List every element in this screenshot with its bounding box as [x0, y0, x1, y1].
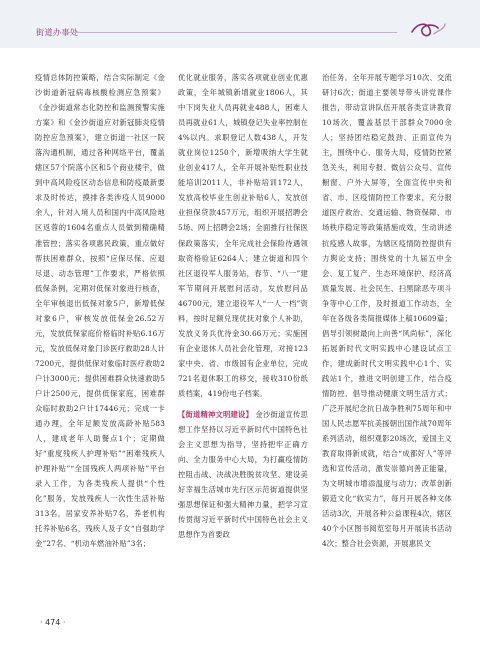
- body-paragraph: 优化就业服务，落实各项就业创业优惠政策，全年城镇新增就业1806人，其中下岗失业人员再就业488人，困难人员再就业61人，城镇登记失业率控制在4%以内。求职登记人数438人，开发就业岗位1250个，新增吸纳大学生就业创业417人，全年开展补贴性职业技能培训2011人，非补贴培训172人，发放高校毕业生创业补贴6人，发放创业担保贷款457万元，组织开展招聘会5场、网上招聘会2场；全面推行社保医保政策落实，全年完成社会保险待遇领取资格验证6264人；建立街道和四个社区退役军人服务站，春节、“八一”建军节期间开展慰问活动，发放慰问品46700元，建立退役军人“一人一档”资料，按时足额兑现优抚对象个人补助，发放义务兵优待金30.66万元；实施困有企业退休人员社会化管理，对接123家中央、省、市级国有企业单位，完成721名退休职工的移交，接收310份纸质档案，419份电子档案。: [178, 73, 308, 398]
- body-paragraph: 疫情总体防控策略，结合实际制定《金沙街道新冠病毒核酸检测应急预案》《金沙街道常态化防控和监测预警实施方案》和《金沙街道应对新冠肺炎疫情防控应急预案》，建立街道一社区一院落沟通机制，通过各种网络平台，覆盖辖区57个院落小区和5个商业楼宇，做到中高风险疫区动态信息和防疫最新要求及时传达，摸排各类涉疫人员9000余人，针对入境人员和国内中高风险地区返蓉的1604名重点人员做到精确精准管控；落实各项惠民政策，重点做好帮扶困难群众，按照“应保尽保、应退尽退、动态管理”工作要求，严格依照低保条例，定期对低保对象进行核查，全年审核退出低保对象5户，新增低保对象6户，审核发放低保金26.52万元，发放低保家庭价格临时补贴6.16万元，发放低保对象门诊医疗救助28人计7200元，提供低保对象临时医疗救助2户计3000元；提供困难群众快速救助5户计2500元，提供低保家庭、困难群众临时救助2户计17446元；完成一卡通办理，全年足额发放高龄补贴583人，建成老年人助餐点1个；定期做好“重度残疾人护理补贴”“困难残疾人护理补贴”“全国残疾人两项补贴”平台录入工作，为各类残疾人提供“个性化”服务，发放残疾人一次性生活补贴313名，居家安养补贴7名，养老机构托养补贴6名，残疾人及子女“自强助学金”27名、“机动车燃油补贴”3名；: [35, 73, 165, 549]
- text-column-left: [35, 70, 165, 552]
- text-column-right: [322, 70, 452, 552]
- section-body-text: 金沙街道宣传思想工作坚持以习近平新时代中国特色社会主义思想为指导，坚持把牢正确方向、全力服务中心大局，为打赢疫情防控阻击战、决战决胜脱贫攻坚、建设美好幸福生活城市先行区示范街道提供坚强思想保证和强大精神力量，把学习宣传贯彻习近平新时代中国特色社会主义思想作为首要政: [178, 410, 308, 540]
- page-number: · 474 ·: [40, 618, 66, 627]
- body-paragraph: 治任务。全年开展专题学习10次、交流研讨6次；街道主要领导带头讲党课作报告，带动宣讲队伍开展各类宣讲教育10场次，覆盖基层干部群众7000余人；坚持团结稳定鼓劲、正面宣传为主，围绕中心、服务大局，疫情防控紧急关头，利用专报、微信公众号、宣传橱窗、户外大屏等，全面宣传中央和省、市、区疫情防控工作要求，充分报道医疗救治、交通运输、物资保障、市场秩序稳定等政策措施成效，生动讲述抗疫感人故事，为辖区疫情防控提供有力舆论支持；围绕党的十九届五中全会、复工复产、生态环境保护、经济高质量发展、社会民生、扫黑除恶专项斗争等中心工作，及时报道工作动态，全年在各级各类简报媒体上稿10609篇；倡导引领树最向上向善“风尚标”，深化拓展新时代文明实践中心建设试点工作，建成新时代文明实践中心1个、实践站1个，推进文明创建工作，结合疫情防控、倡导推动健康文明生活方式；广泛开展纪念抗日战争胜利75周年和中国人民志愿军抗美援朝出国作战70周年系列活动，组织观影20场次，爱国主义教育取得新成就，结合“成都好人”等评选和宣传活动，激发崇德向善正能量，为文明城市增添温度与动力；改革创新锻造文化“软实力”，每月开展各种文体活动3次，开展各种公益课程4次，辖区40个小区图书阅览室每月开展读书活动4次；整合社会资源，开展惠民文: [322, 73, 452, 549]
- decorative-swirl-icon: [408, 18, 448, 40]
- section-paragraph: [178, 407, 308, 542]
- section-heading-tag: 【街道精神文明建设】: [178, 410, 254, 420]
- running-section-title: 街道办事处: [36, 28, 79, 37]
- header-rule: [62, 32, 397, 33]
- text-column-middle: [178, 70, 308, 542]
